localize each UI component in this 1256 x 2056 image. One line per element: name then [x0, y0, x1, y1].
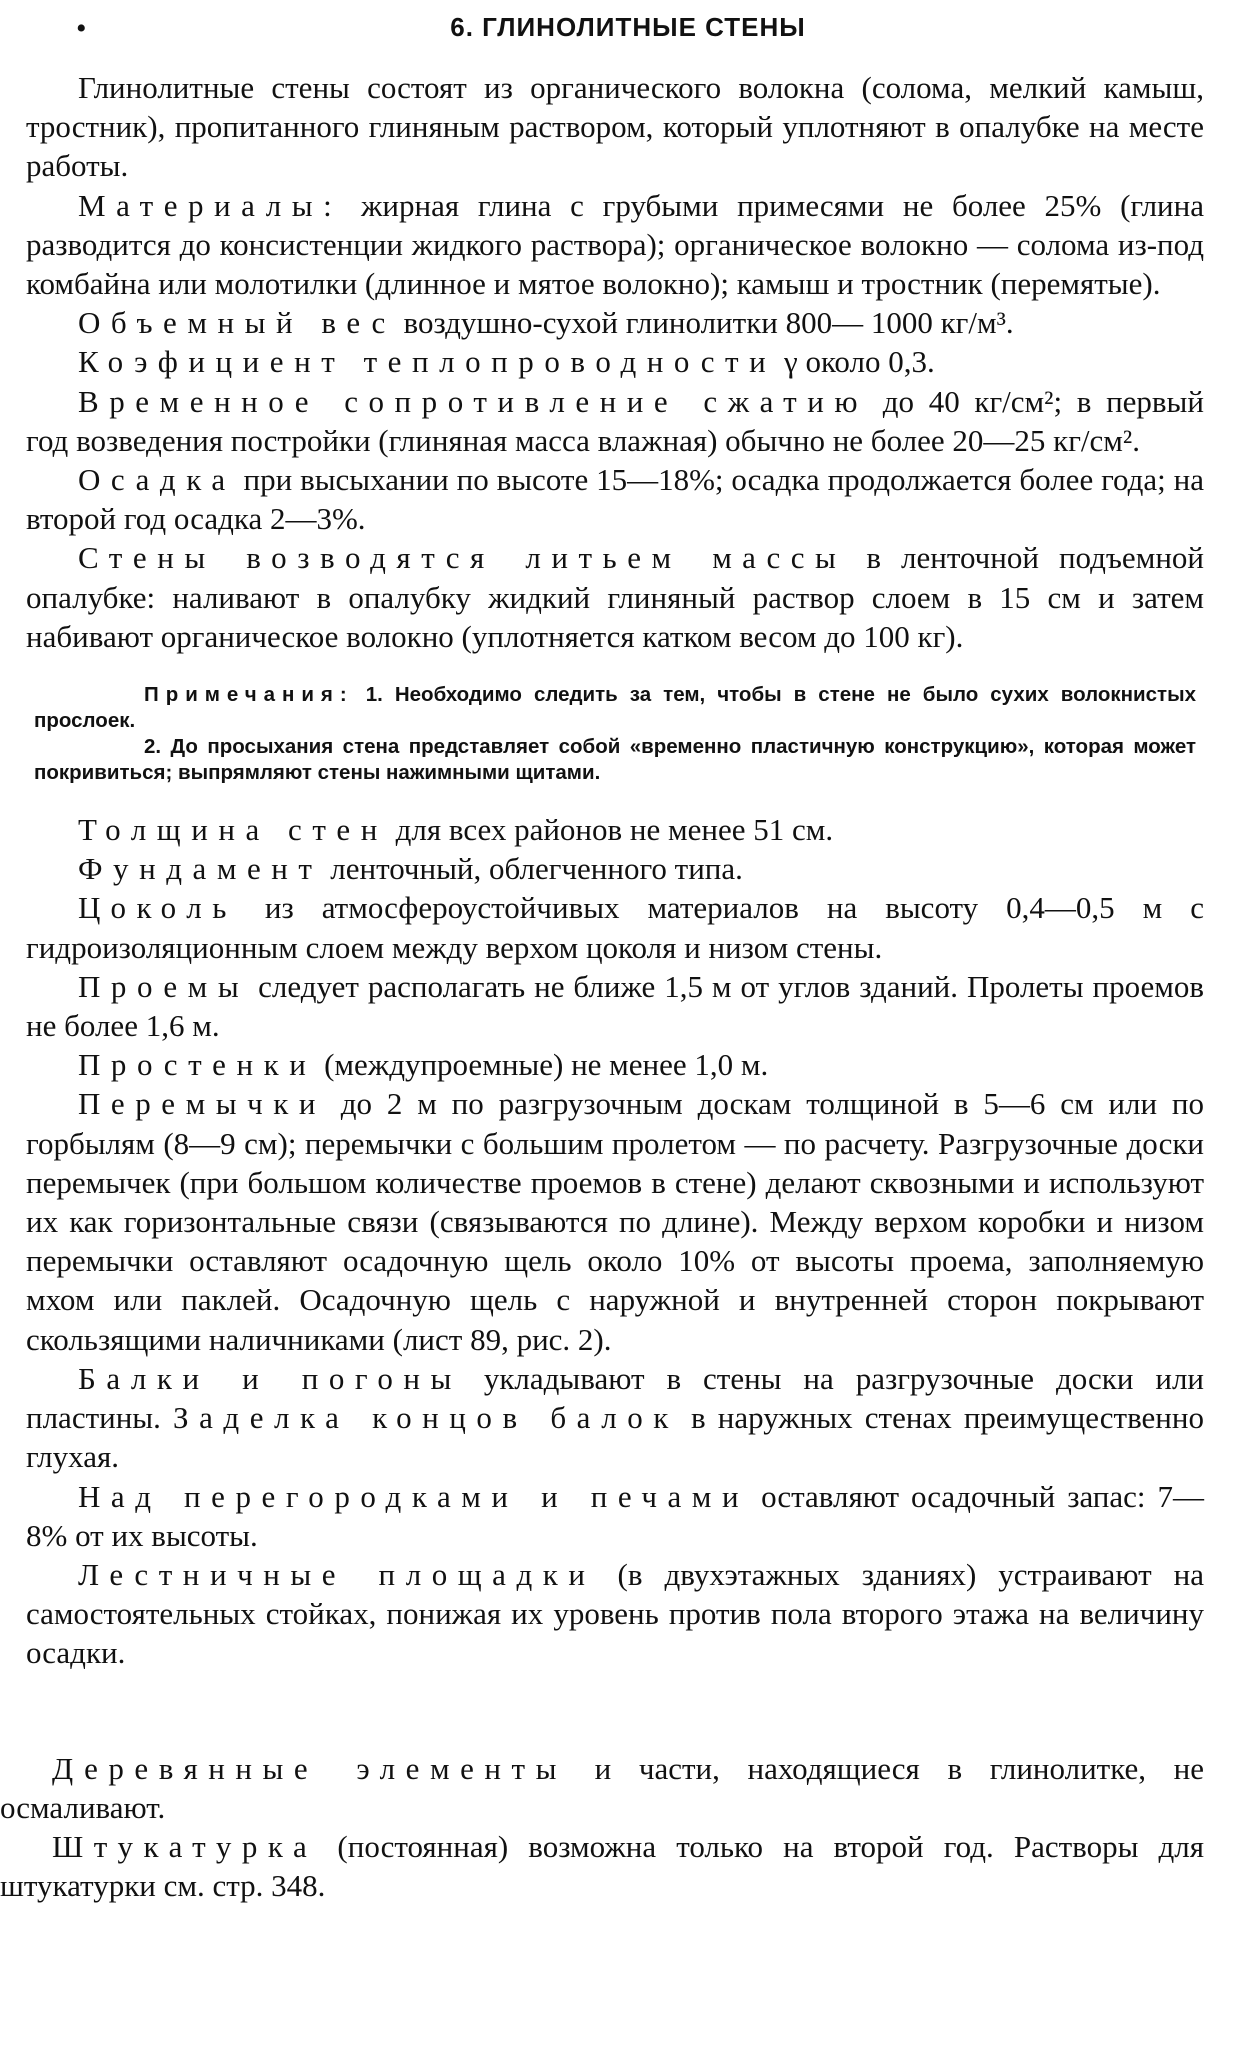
bullet-mark: •: [76, 12, 87, 45]
paragraph-plaster: [0, 1827, 1204, 1905]
text-beams: укладывают в стены на разгрузочные доски или пластины.: [26, 1360, 1205, 1436]
text-foundation: ленточный, облегченного типа.: [322, 851, 743, 887]
paragraph-walls-erected: [26, 538, 1204, 656]
paragraph-piers: [26, 1045, 1204, 1084]
term-compression: Временное сопротивление сжатию: [78, 383, 869, 419]
note-1-text: 1. Необходимо следить за тем, чтобы в стене не было сухих волокнистых прослоек.: [34, 683, 1196, 733]
notes-term: Примечания:: [144, 683, 354, 707]
paragraph-foundation: [26, 849, 1204, 888]
term-conductivity: Коэфициент теплопроводности: [78, 344, 777, 380]
term-beam-ends: Заделка концов балок: [173, 1400, 679, 1436]
term-piers: Простенки: [78, 1047, 317, 1083]
text-plaster: (постоянная) возможна только на второй год. Растворы для штукатурки см. стр. 348.: [0, 1828, 1204, 1904]
text-settlement: при высыхании по высоте 15—18%; осадка продолжается более года; на второй год осадка 2—3%.: [26, 462, 1204, 537]
text-thickness: для всех районов не менее 51 см.: [387, 812, 834, 848]
term-openings: Проемы: [78, 968, 250, 1004]
text-conductivity: γ около 0,3.: [776, 344, 935, 380]
paragraph-lintels: [26, 1084, 1204, 1358]
paragraph-conductivity: [26, 342, 1204, 381]
text-plinth: из атмосфероустойчивых материалов на высоту 0,4—0,5 м с гидроизоляционным слоем между верхом цоколя и низом стены.: [26, 890, 1204, 965]
term-plaster: Штукатурка: [52, 1828, 318, 1864]
text-landings: (в двухэтажных зданиях) устраивают на самостоятельных стойках, понижая их уровень против пола второго этажа на величину осадки.: [26, 1556, 1204, 1671]
text-wooden: и части, находящиеся в глинолитке, не осмаливают.: [0, 1750, 1204, 1825]
paragraph-thickness: [26, 810, 1204, 849]
note-2: 2. До просыхания стена представляет собой «временно пластичную конструкцию», которая может покривиться; выпрямляют стены нажимными щитами.: [34, 735, 1196, 785]
text-volume-weight: воздушно-сухой глинолитки 800— 1000 кг/м³.: [395, 305, 1014, 341]
paragraph-plinth: [26, 888, 1204, 966]
paragraph-wooden: [0, 1749, 1204, 1827]
text-beam-ends: в наружных стенах преимущественно глухая.: [26, 1400, 1204, 1475]
paragraph-intro: Глинолитные стены состоят из органического волокна (солома, мелкий камыш, тростник), пропитанного глиняным раствором, который уплотняют в опалубке на месте работы.: [26, 70, 1204, 184]
section-heading: 6. ГЛИНОЛИТНЫЕ СТЕНЫ: [450, 12, 806, 42]
text-openings: следует располагать не ближе 1,5 м от углов зданий. Пролеты проемов не более 1,6 м.: [26, 968, 1204, 1044]
text-walls-erected: в ленточной подъемной опалубке: наливают в опалубку жидкий глиняный раствор слоем в 15 см и затем набивают органическое волокно (уплотняется катком весом до 100 кг).: [26, 540, 1204, 654]
term-beams: Балки и погоны: [78, 1360, 462, 1396]
term-materials: Материалы:: [78, 187, 343, 223]
paragraph-beams: [26, 1359, 1204, 1477]
term-volume-weight: Объемный вес: [78, 305, 396, 341]
text-compression: до 40 кг/см²; в первый год возведения постройки (глиняная масса влажная) обычно не более 20—25 кг/см².: [26, 383, 1204, 458]
term-walls-erected: Стены возводятся литьем массы: [78, 540, 847, 576]
paragraph-partitions: [26, 1477, 1204, 1555]
term-partitions: Над перегородками и печами: [78, 1478, 750, 1514]
text-piers: (междупроемные) не менее 1,0 м.: [316, 1047, 769, 1083]
paragraph-volume-weight: [26, 303, 1204, 342]
paragraph-openings: [26, 967, 1204, 1045]
paragraph-compression: [26, 382, 1204, 460]
term-landings: Лестничные площадки: [78, 1556, 596, 1592]
paragraph-settlement: [26, 460, 1204, 538]
document-body: [0, 68, 1205, 1905]
term-lintels: Перемычки: [78, 1086, 326, 1122]
text-materials: жирная глина с грубыми примесями не более 25% (глина разводится до консистенции жидкого раствора); органическое волокно — солома из-под комбайна или молотилки (длинное и мятое волокно); камыш и тростник (перемятые).: [26, 187, 1204, 302]
paragraph-materials: [26, 186, 1204, 304]
paragraph-landings: [26, 1555, 1204, 1673]
term-settlement: Осадка: [78, 462, 236, 498]
term-thickness: Толщина стен: [78, 812, 388, 848]
note-1: [34, 682, 1196, 734]
term-plinth: Цоколь: [78, 890, 237, 926]
text-lintels: до 2 м по разгрузочным доскам толщиной в 5—6 см или по горбылям (8—9 см); перемычки с большим пролетом — по расчету. Разгрузочные доски перемычек (при большом количестве проемов в стене) делают сквозными и используют их как горизонтальные связи (связываются по длине). Между верхом коробки и низом перемычки оставляют осадочную щель около 10% от высоты проема, заполняемую мхом или паклей. Осадочную щель с наружной и внутренней сторон покрывают скользящими наличниками (лист 89, рис. 2).: [26, 1086, 1204, 1357]
notes-block: [34, 682, 1196, 786]
text-partitions: оставляют осадочный запас: 7—8% от их высоты.: [26, 1478, 1205, 1553]
term-foundation: Фундамент: [78, 851, 323, 887]
term-wooden: Деревянные элементы: [52, 1750, 568, 1786]
section-gap: [26, 1673, 1204, 1749]
